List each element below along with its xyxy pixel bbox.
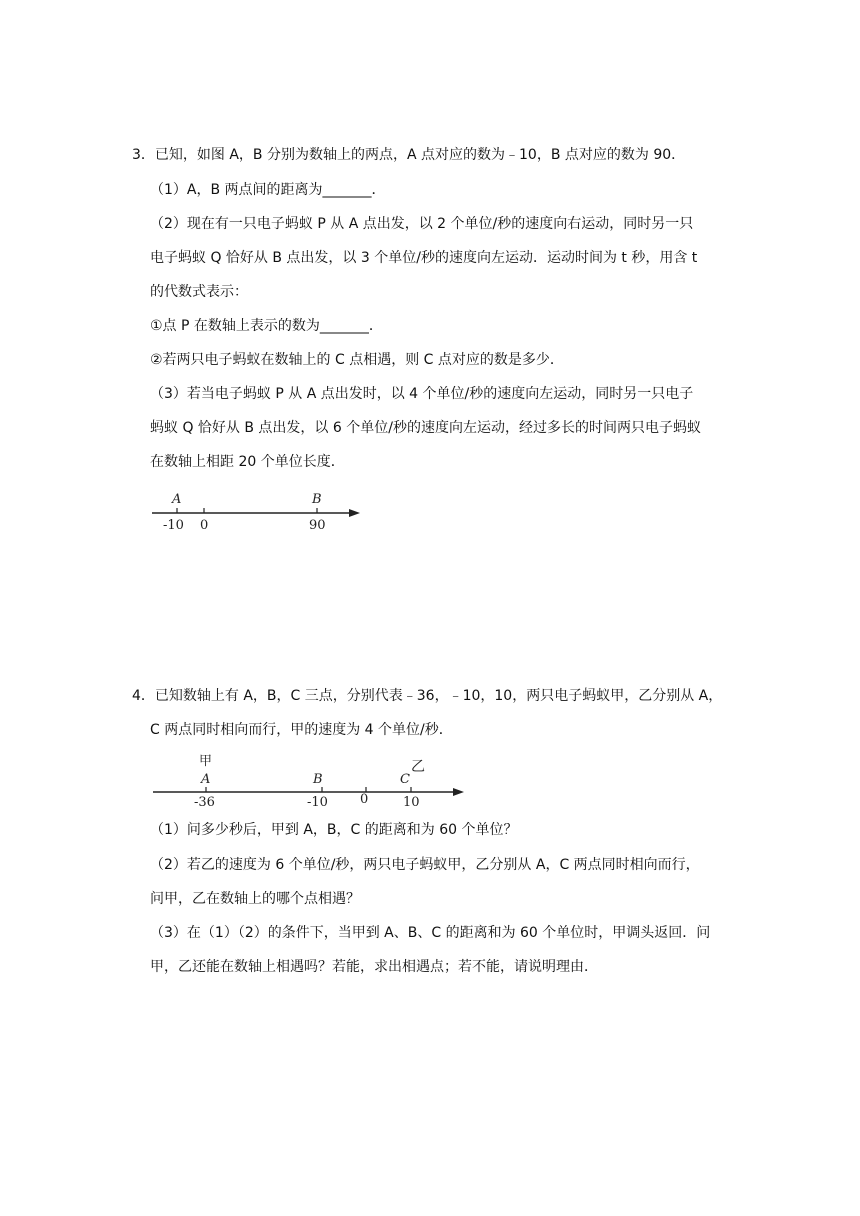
q4-part2-line2: 问甲，乙在数轴上的哪个点相遇？ bbox=[150, 891, 360, 907]
tick-label-0: 0 bbox=[200, 518, 209, 533]
axis-arrow bbox=[349, 509, 360, 517]
point-label-b: B bbox=[313, 772, 323, 787]
q3-part3-line3: 在数轴上相距 20 个单位长度． bbox=[150, 454, 345, 470]
point-label-c: C bbox=[400, 772, 410, 787]
q3-part2-a: ①点 P 在数轴上表示的数为_______． bbox=[150, 318, 383, 334]
q4-part3-line2: 甲，乙还能在数轴上相遇吗？若能，求出相遇点；若不能，请说明理由． bbox=[150, 959, 598, 975]
axis-arrow bbox=[453, 788, 464, 796]
q3-number-line bbox=[150, 485, 370, 535]
tick-label-0: 0 bbox=[360, 792, 369, 807]
q4-number-line bbox=[150, 752, 470, 812]
q3-stem: 3．已知，如图 A，B 分别为数轴上的两点，A 点对应的数为﹣10，B 点对应的数为 90． bbox=[132, 147, 686, 163]
q4-stem-line1: 4．已知数轴上有 A，B，C 三点，分别代表﹣36，﹣10，10，两只电子蚂蚁甲，乙分别从 A， bbox=[132, 688, 723, 704]
point-label-a: A bbox=[201, 772, 211, 787]
q3-part2-line2: 电子蚂蚁 Q 恰好从 B 点出发，以 3 个单位/秒的速度向左运动．运动时间为 t 秒，用含 t bbox=[150, 250, 698, 266]
q4-part3-line1: （3）在（1）（2）的条件下，当甲到 A、B、C 的距离和为 60 个单位时，甲调头返回．问 bbox=[150, 925, 711, 941]
q3-part3-line2: 蚂蚁 Q 恰好从 B 点出发，以 6 个单位/秒的速度向左运动，经过多长的时间两只电子蚂蚁 bbox=[150, 420, 701, 436]
q3-part2-line1: （2）现在有一只电子蚂蚁 P 从 A 点出发，以 2 个单位/秒的速度向右运动，同时另一只 bbox=[150, 216, 694, 232]
point-label-b: B bbox=[312, 492, 322, 507]
ant-label-yi: 乙 bbox=[411, 759, 425, 775]
tick-label-neg10: -10 bbox=[163, 518, 184, 533]
q3-part1: （1）A，B 两点间的距离为_______． bbox=[150, 182, 386, 198]
q3-part2-line3: 的代数式表示： bbox=[150, 284, 248, 300]
tick-label-neg36: -36 bbox=[194, 795, 215, 810]
tick-label-neg10: -10 bbox=[307, 795, 328, 810]
q4-part1: （1）问多少秒后，甲到 A，B，C 的距离和为 60 个单位？ bbox=[150, 822, 518, 838]
q3-part3-line1: （3）若当电子蚂蚁 P 从 A 点出发时，以 4 个单位/秒的速度向左运动，同时另一只电子 bbox=[150, 386, 694, 402]
ant-label-jia: 甲 bbox=[199, 754, 213, 769]
point-label-a: A bbox=[172, 492, 182, 507]
tick-label-90: 90 bbox=[309, 518, 326, 533]
q4-stem-line2: C 两点同时相向而行，甲的速度为 4 个单位/秒． bbox=[150, 722, 453, 738]
q4-part2-line1: （2）若乙的速度为 6 个单位/秒，两只电子蚂蚁甲，乙分别从 A，C 两点同时相向而行， bbox=[150, 857, 700, 873]
q3-part2-b: ②若两只电子蚂蚁在数轴上的 C 点相遇，则 C 点对应的数是多少． bbox=[150, 352, 564, 368]
tick-label-10: 10 bbox=[403, 795, 420, 810]
